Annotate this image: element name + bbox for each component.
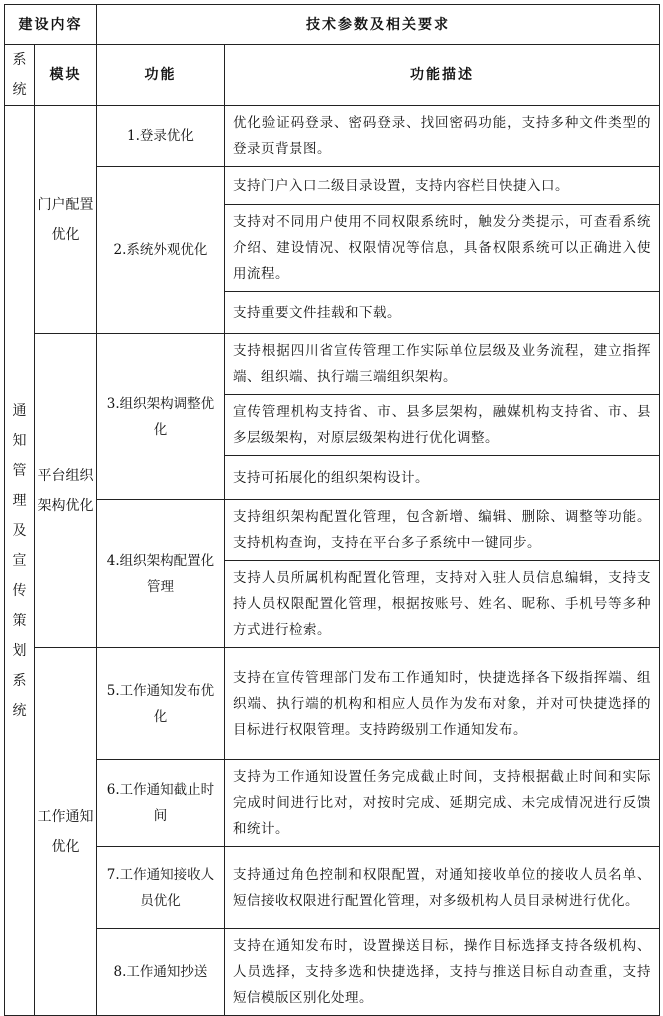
function-name: 6.工作通知截止时间 bbox=[97, 760, 225, 847]
function-name: 5.工作通知发布优化 bbox=[97, 648, 225, 760]
subheader-module: 模块 bbox=[35, 45, 97, 106]
function-description: 支持重要文件挂载和下载。 bbox=[225, 292, 660, 334]
module-name: 门户配置优化 bbox=[35, 106, 97, 334]
function-description: 支持对不同用户使用不同权限系统时，触发分类提示，可查看系统介绍、建设情况、权限情况等信息，具备权限系统可以正确进入使用流程。 bbox=[225, 205, 660, 292]
module-name: 平台组织架构优化 bbox=[35, 334, 97, 648]
subheader-system: 系统 bbox=[5, 45, 35, 106]
function-description: 优化验证码登录、密码登录、找回密码功能，支持多种文件类型的登录页背景图。 bbox=[225, 106, 660, 167]
function-name: 1.登录优化 bbox=[97, 106, 225, 167]
header-technical-requirements: 技术参数及相关要求 bbox=[97, 5, 660, 45]
function-name: 8.工作通知抄送 bbox=[97, 929, 225, 1016]
function-description: 支持人员所属机构配置化管理，支持对入驻人员信息编辑，支持支持人员权限配置化管理，根据按账号、姓名、昵称、手机号等多种方式进行检索。 bbox=[225, 561, 660, 648]
requirements-table bbox=[4, 4, 660, 1016]
function-name: 3.组织架构调整优化 bbox=[97, 334, 225, 500]
module-name: 工作通知优化 bbox=[35, 648, 97, 1016]
function-description: 宣传管理机构支持省、市、县多层架构，融媒机构支持省、市、县多层级架构，对原层级架构进行优化调整。 bbox=[225, 395, 660, 456]
function-description: 支持在宣传管理部门发布工作通知时，快捷选择各下级指挥端、组织端、执行端的机构和相应人员作为发布对象，并对可快捷选择的目标进行权限管理。支持跨级别工作通知发布。 bbox=[225, 648, 660, 760]
function-description: 支持可拓展化的组织架构设计。 bbox=[225, 456, 660, 500]
function-name: 4.组织架构配置化管理 bbox=[97, 500, 225, 648]
function-name: 7.工作通知接收人员优化 bbox=[97, 847, 225, 929]
subheader-description: 功能描述 bbox=[225, 45, 660, 106]
system-name: 通知管理及宣传策划系统 bbox=[5, 106, 35, 1016]
function-description: 支持门户入口二级目录设置，支持内容栏目快捷入口。 bbox=[225, 167, 660, 205]
function-description: 支持为工作通知设置任务完成截止时间，支持根据截止时间和实际完成时间进行比对，对按时完成、延期完成、未完成情况进行反馈和统计。 bbox=[225, 760, 660, 847]
function-description: 支持通过角色控制和权限配置，对通知接收单位的接收人员名单、短信接收权限进行配置化管理，对多级机构人员目录树进行优化。 bbox=[225, 847, 660, 929]
function-description: 支持组织架构配置化管理，包含新增、编辑、删除、调整等功能。支持机构查询，支持在平台多子系统中一键同步。 bbox=[225, 500, 660, 561]
function-name: 2.系统外观优化 bbox=[97, 167, 225, 334]
function-description: 支持在通知发布时，设置操送目标，操作目标选择支持各级机构、人员选择，支持多选和快捷选择，支持与推送目标自动查重，支持短信模版区别化处理。 bbox=[225, 929, 660, 1016]
subheader-function: 功能 bbox=[97, 45, 225, 106]
function-description: 支持根据四川省宣传管理工作实际单位层级及业务流程，建立指挥端、组织端、执行端三端组织架构。 bbox=[225, 334, 660, 395]
header-construction-content: 建设内容 bbox=[5, 5, 97, 45]
